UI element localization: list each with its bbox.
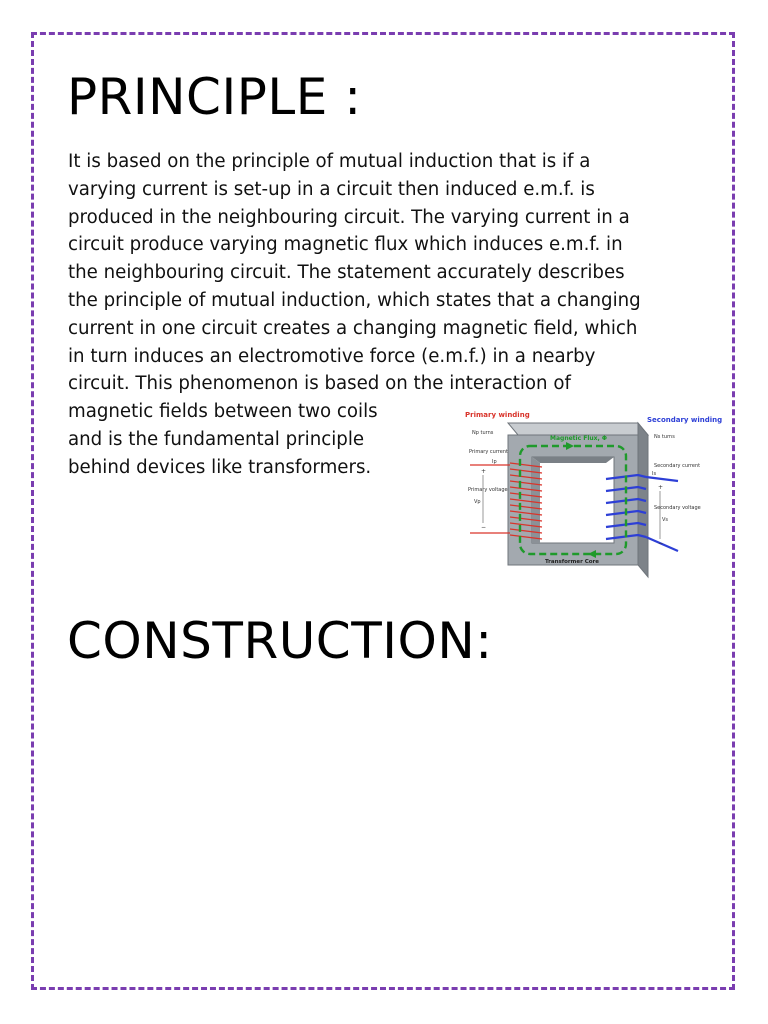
secondary-winding-label: Secondary winding [647, 416, 723, 424]
core-window-inner-top [532, 457, 614, 463]
primary-current-label: Primary current [469, 449, 508, 455]
text-line: circuit. This phenomenon is based on the interaction of [68, 373, 571, 395]
primary-winding-label: Primary winding [465, 411, 530, 419]
secondary-current-symbol: Is [652, 471, 657, 477]
core-top-face [508, 423, 648, 435]
primary-voltage-label: Primary voltage [468, 487, 508, 493]
text-line: produced in the neighbouring circuit. The varying current in a [68, 206, 630, 228]
secondary-voltage-label: Secondary voltage [654, 505, 701, 511]
text-line: in turn induces an electromotive force (e.m.f.) in a nearby [68, 345, 596, 367]
secondary-voltage-symbol: Vs [662, 517, 669, 523]
text-line: current in one circuit creates a changing magnetic field, which [68, 317, 638, 339]
core-window-inner-left [532, 457, 540, 543]
transformer-core-label: Transformer Core [545, 559, 599, 565]
core-front-face [508, 435, 638, 565]
secondary-current-label: Secondary current [654, 463, 701, 469]
text-line: magnetic fields between two coils [68, 401, 378, 423]
magnetic-flux-label: Magnetic Flux, Φ [550, 435, 607, 442]
primary-plus-sign: + [481, 468, 487, 475]
text-line: behind devices like transformers. [68, 456, 372, 478]
text-line: varying current is set-up in a circuit then induced e.m.f. is [68, 178, 595, 200]
text-line: circuit produce varying magnetic flux which induces e.m.f. in [68, 234, 623, 256]
transformer-diagram [450, 405, 723, 590]
text-line: the principle of mutual induction, which states that a changing [68, 289, 641, 311]
text-line: and is the fundamental principle [68, 428, 365, 450]
construction-heading: CONSTRUCTION: [67, 612, 493, 670]
secondary-plus-sign: + [658, 484, 664, 491]
primary-current-symbol: Ip [492, 459, 497, 465]
text-line: It is based on the principle of mutual induction that is if a [68, 151, 591, 172]
text-line: the neighbouring circuit. The statement accurately describes [68, 262, 625, 284]
principle-heading: PRINCIPLE : [67, 68, 362, 126]
transformer-diagram-svg [450, 405, 723, 590]
secondary-minus-sign: − [658, 540, 664, 547]
primary-turns-label: Np turns [472, 430, 494, 436]
primary-voltage-symbol: Vp [474, 499, 481, 505]
secondary-turns-label: Ns turns [654, 434, 675, 440]
primary-minus-sign: − [481, 524, 487, 531]
